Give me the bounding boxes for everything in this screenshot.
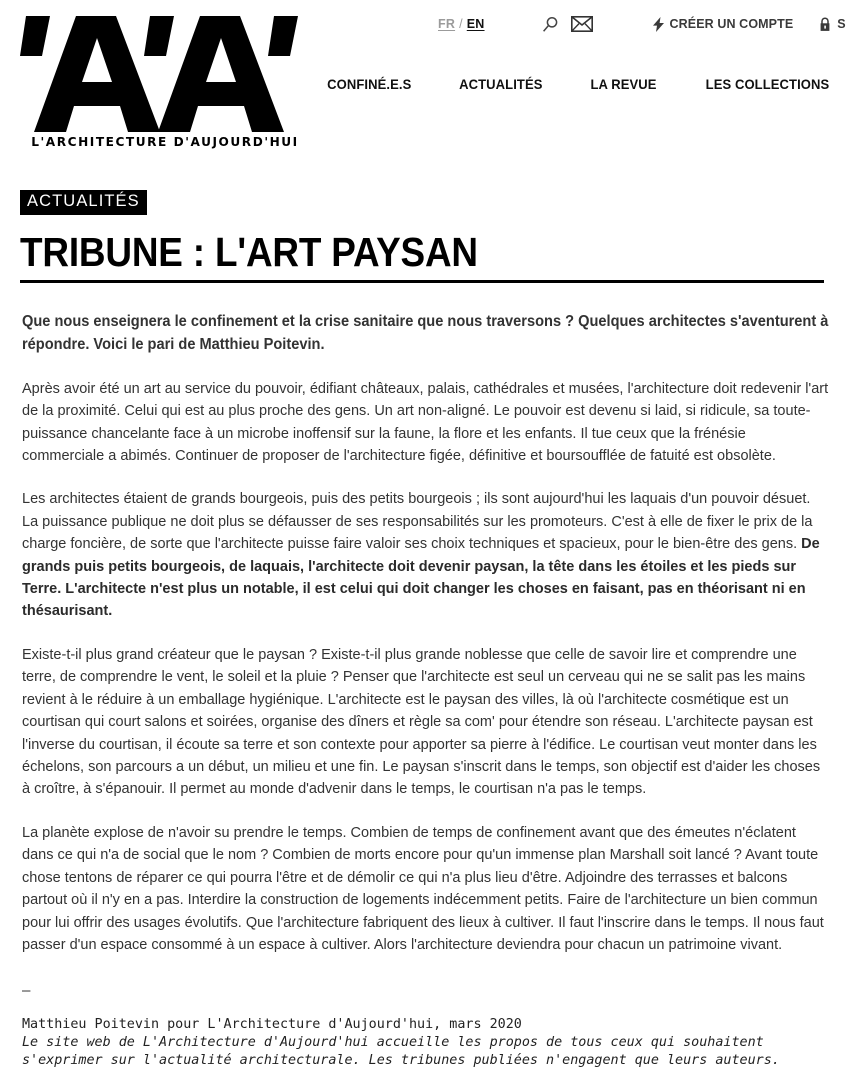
article-paragraph-3 — [22, 644, 829, 801]
account-actions — [653, 17, 846, 32]
category-badge[interactable]: ACTUALITÉS — [20, 190, 147, 215]
create-account-label: CRÉER UN COMPTE — [669, 17, 794, 31]
search-icon[interactable] — [542, 16, 559, 33]
login-button[interactable] — [819, 17, 845, 32]
logo-mark-icon — [20, 12, 310, 132]
paragraph-text: Après avoir été un art au service du pouvoir, édifiant châteaux, palais, cathédrales et musées, l'architecture doit redevenir l'art de la proximité. Celui qui est au plus proche des gens. Un art non-aligné. Le pouvoir est devenu si laid, si ridicule, sa toute-puissance chancelante face à un microbe inoffensif sur la faune, la flore et les enfants. Il tue ceux que la frénésie commerciale a abimés. Continuer de proposer de l'architecture figée, définitive et boursoufflée de fatuité est obsolète. — [22, 379, 829, 464]
utility-bar — [438, 12, 846, 36]
language-switcher[interactable] — [438, 17, 485, 31]
paragraph-text: Les architectes étaient de grands bourgeois, puis des petits bourgeois ; ils sont aujourd'hui les laquais d'un pouvoir désuet. La puissance publique ne doit plus se défausser de ses responsabilités sur les promoteurs. C'est à elle de fixer le prix de la charge foncière, de sorte que l'architecte puisse faire valoir ses choix techniques et spacieux, pour le bien-être des gens. — [22, 490, 813, 553]
signature-separator: — — [22, 983, 31, 1000]
nav-item-la-revue[interactable]: LA REVUE — [590, 76, 657, 92]
article-paragraph-2 — [22, 488, 829, 623]
article-byline: Matthieu Poitevin pour L'Architecture d'Aujourd'hui, mars 2020 — [22, 1017, 522, 1033]
article-lead: Que nous enseignera le confinement et la crise sanitaire que nous traversons ? Quelques architectes s'aventurent à répondre. Voici le pari de Matthieu Poitevin. — [22, 313, 829, 354]
nav-item-confines[interactable]: CONFINÉ.E.S — [326, 76, 412, 92]
article-paragraph-4 — [22, 822, 829, 957]
nav-item-les-collections[interactable]: LES COLLECTIONS — [705, 76, 830, 92]
title-divider — [20, 280, 824, 283]
create-account-button[interactable] — [653, 17, 794, 32]
lock-icon — [819, 17, 831, 32]
lang-en[interactable]: EN — [466, 17, 485, 31]
article-paragraph-1 — [22, 378, 829, 468]
signature-block — [22, 1016, 816, 1070]
utility-icons — [542, 16, 593, 33]
lang-separator: / — [459, 17, 463, 31]
article-disclaimer: Le site web de L'Architecture d'Aujourd'hui accueille les propos de tous ceux qui souhaitent s'exprimer sur l'actualité architecturale. Les tribunes publiées n'engagent que leurs auteurs. — [22, 1035, 780, 1069]
main-navigation — [0, 76, 836, 92]
article-title: TRIBUNE : L'ART PAYSAN — [20, 228, 478, 275]
lang-fr[interactable]: FR — [438, 17, 456, 31]
paragraph-text: Existe-t-il plus grand créateur que le paysan ? Existe-t-il plus grande noblesse que celle de savoir lire et comprendre une terre, de comprendre le vent, le soleil et la pluie ? Penser que l'architecte est seul un cerveau qui ne se salit pas les mains revient à le réduire à un emballage hygiénique. L'architecte est le paysan des villes, là où l'architecte cosmétique est un courtisan qui court salons et soirées, organise des dîners et règle sa com' pour étendre son réseau. L'architecte paysan est l'inverse du courtisan, il écoute sa terre et son contexte pour apporter sa pierre à l'édifice. Le courtisan veut monter dans les échelons, son parcours a un début, un milieu et une fin. Le paysan s'inscrit dans le temps, son objectif est d'aider les choses à croître, à s'épanouir. Il permet au monde d'advenir dans le temps, le courtisan n'a pas le temps. — [22, 645, 821, 798]
site-header — [0, 0, 846, 168]
logo-subtitle: L'ARCHITECTURE D'AUJOURD'HUI — [31, 134, 299, 149]
nav-item-actualites[interactable]: ACTUALITÉS — [459, 76, 543, 92]
paragraph-text: La planète explose de n'avoir su prendre le temps. Combien de temps de confinement avant que des émeutes n'éclatent dans ce qui n'a de social que le nom ? Combien de morts encore pour qu'un immense plan Marshall soit lancé ? Avant toute chose tentons de réparer ce qui pourra l'être et de démolir ce qui n'a plus lieu d'être. Adjoindre des terrasses et balcons partout où il n'y en a pas. Interdire la construction de logements indécemment petits. Faire de l'architecture un bien commun pour lui offrir des usages évolutifs. Que l'architecture fabriquent des lieux à cultiver. Il faut l'inscrire dans le temps. Il nous faut passer d'un espace consommé à un espace à cultiver. Alors l'architecture deviendra pour chacun un patrimoine vivant. — [22, 823, 824, 953]
bolt-icon — [653, 17, 664, 32]
login-label: S — [837, 17, 846, 31]
article — [0, 168, 836, 1070]
envelope-icon[interactable] — [571, 16, 593, 32]
paragraph-bold: De grands puis petits bourgeois, de laquais, l'architecte doit devenir paysan, la tête dans les étoiles et les pieds sur Terre. L'architecte n'est plus un notable, il est celui qui doit changer les choses en faisant, pas en théorisant ni en thésaurisant. — [22, 535, 820, 620]
